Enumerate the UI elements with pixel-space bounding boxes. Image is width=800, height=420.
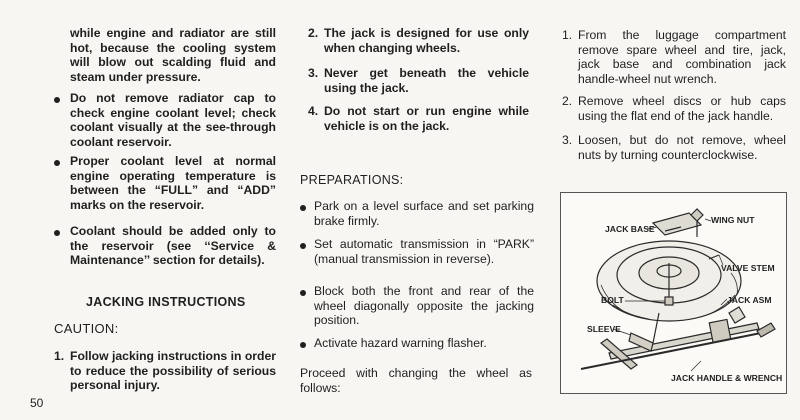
- bullet-dot: [300, 342, 306, 348]
- label-bolt: BOLT: [601, 295, 624, 305]
- bullet-coolant-level: Proper coolant level at normal engine operating temperature is between the “FULL” and “ADD” marks on the reservoir.: [70, 154, 276, 212]
- page-number: 50: [30, 396, 44, 410]
- item-number: 2.: [308, 26, 319, 40]
- caution-item-2: The jack is designed for use only when changing wheels.: [324, 26, 529, 55]
- caution-item-1: Follow jacking instructions in order to reduce the possibility of serious personal injury.: [70, 349, 276, 392]
- item-number: 3.: [308, 66, 319, 80]
- caution-item-3: Never get beneath the vehicle using the jack.: [324, 66, 529, 95]
- prep-bullet-transmission: Set automatic transmission in “PARK” (manual transmission in reverse).: [314, 237, 534, 266]
- label-wing-nut: WING NUT: [711, 215, 755, 225]
- bullet-dot: [300, 243, 306, 249]
- step-3: Loosen, but do not remove, wheel nuts by turning counterclockwise.: [578, 133, 786, 162]
- caution-heading: CAUTION:: [54, 321, 119, 336]
- bullet-dot: [54, 230, 60, 236]
- bullet-coolant-add: Coolant should be added only to the reservoir (see ‘‘Service & Maintenance’’ section for details).: [70, 224, 276, 267]
- prep-bullet-park: Park on a level surface and set parking brake firmly.: [314, 199, 534, 228]
- prep-bullet-block-wheel: Block both the front and rear of the wheel diagonally opposite the jacking position.: [314, 284, 534, 327]
- label-valve-stem: VALVE STEM: [721, 263, 775, 273]
- proceed-text: Proceed with changing the wheel as follows:: [300, 366, 532, 395]
- item-number: 2.: [562, 94, 573, 108]
- preparations-heading: PREPARATIONS:: [300, 173, 404, 187]
- jacking-instructions-heading: JACKING INSTRUCTIONS: [86, 295, 246, 309]
- bullet-dot: [300, 205, 306, 211]
- bullet-dot: [54, 97, 60, 103]
- step-2: Remove wheel discs or hub caps using the flat end of the jack handle.: [578, 94, 786, 123]
- label-sleeve: SLEEVE: [587, 324, 621, 334]
- bullet-radiator-cap: Do not remove radiator cap to check engine coolant level; check coolant visually at the see-through coolant reservoir.: [70, 91, 276, 149]
- continued-paragraph: while engine and radiator are still hot, because the cooling system will blow out scalding fluid and steam under pressure.: [70, 26, 276, 84]
- item-number: 4.: [308, 104, 319, 118]
- prep-bullet-hazard: Activate hazard warning flasher.: [314, 336, 487, 350]
- label-jack-handle: JACK HANDLE & WRENCH: [671, 373, 783, 383]
- jacking-diagram: [560, 192, 787, 394]
- bullet-dot: [300, 290, 306, 296]
- label-jack-asm: JACK ASM: [727, 295, 772, 305]
- item-number: 1.: [562, 28, 573, 42]
- step-1: From the luggage compartment remove spare wheel and tire, jack, jack base and combination jack handle-wheel nut wrench.: [578, 28, 786, 86]
- bullet-dot: [54, 160, 60, 166]
- caution-item-4: Do not start or run engine while vehicle is on the jack.: [324, 104, 529, 133]
- label-jack-base: JACK BASE: [605, 224, 655, 234]
- item-number: 3.: [562, 133, 573, 147]
- item-number: 1.: [54, 349, 65, 363]
